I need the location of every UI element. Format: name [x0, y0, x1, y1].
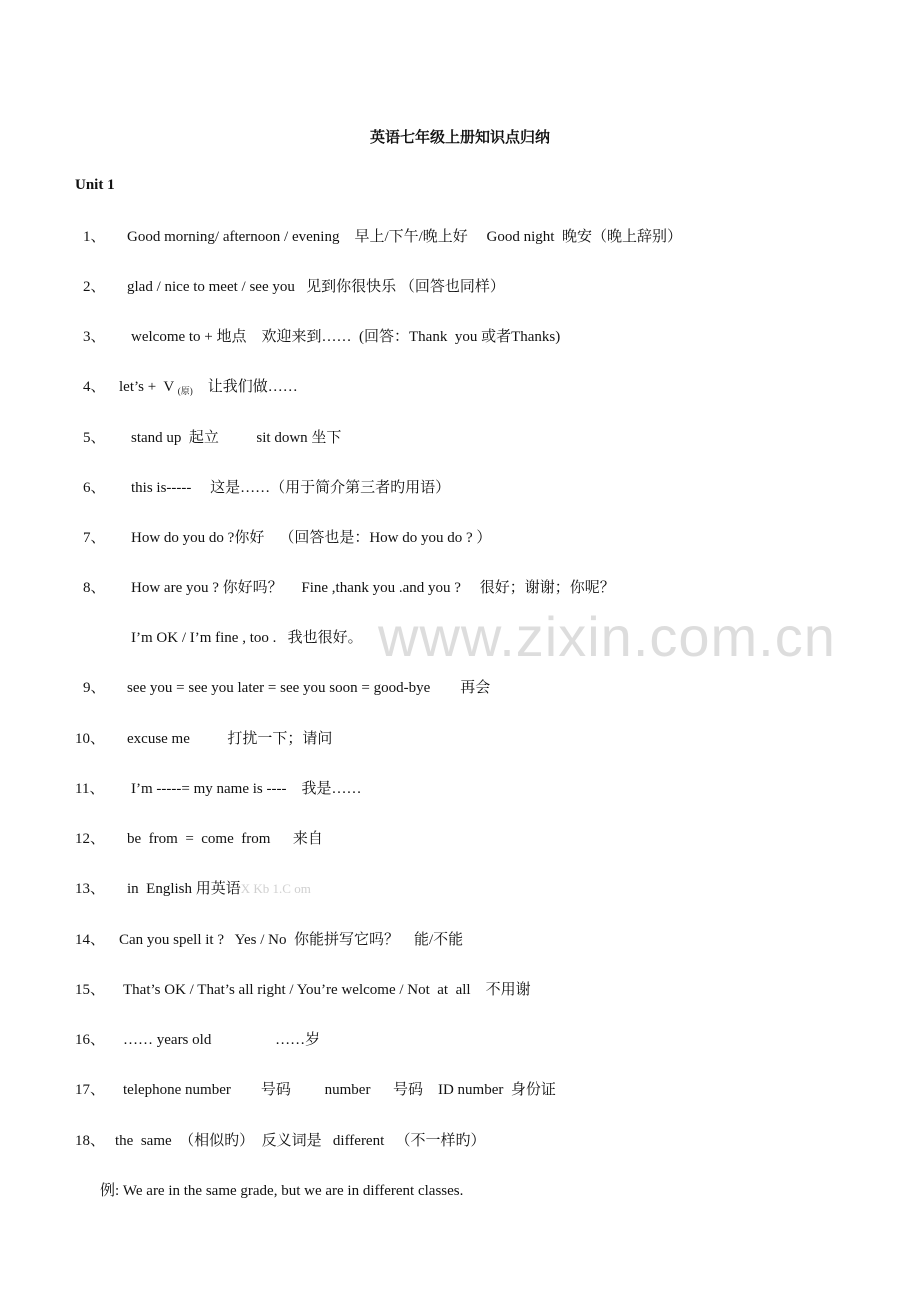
item-4	[0, 376, 920, 398]
item-text: telephone number 号码 number 号码 ID number 身份证	[123, 1082, 556, 1098]
item-text: be from = come from 来自	[127, 831, 323, 847]
item-11	[0, 778, 920, 800]
item-17	[0, 1079, 920, 1101]
item-18	[0, 1130, 920, 1152]
item-text-main: in English 用英语	[127, 881, 241, 897]
item-1	[0, 226, 920, 248]
item-14	[0, 929, 920, 951]
item-9	[0, 677, 920, 699]
item-number: 2、	[83, 279, 106, 295]
item-text-main: let’s + V	[119, 379, 178, 395]
item-number: 15、	[75, 982, 106, 998]
item-text: welcome to + 地点 欢迎来到…… (回答：Thank you 或者Thanks)	[131, 329, 561, 345]
item-3	[0, 326, 920, 348]
item-number: 1、	[83, 229, 106, 245]
item-text: the same （相似旳） 反义词是 different （不一样旳）	[115, 1133, 486, 1149]
item-text: stand up 起立 sit down 坐下	[131, 430, 342, 446]
item-12	[0, 828, 920, 850]
item-text: I’m -----= my name is ---- 我是……	[131, 781, 362, 797]
item-text: Good morning/ afternoon / evening 早上/下午/晚上好 Good night 晚安（晚上辞别）	[127, 229, 682, 245]
item-10	[0, 728, 920, 750]
item-text: Can you spell it ? Yes / No 你能拼写它吗？ 能/不能	[119, 932, 464, 948]
document-title: 英语七年级上册知识点归纳	[369, 130, 550, 146]
watermark: www.zixin.com.cn	[378, 605, 836, 668]
item-number: 7、	[83, 530, 106, 546]
item-number: 6、	[83, 480, 106, 496]
item-number: 16、	[75, 1032, 106, 1048]
item-text: That’s OK / That’s all right / You’re welcome / Not at all 不用谢	[123, 982, 531, 998]
item-text: How are you ? 你好吗？ Fine ,thank you .and you ? 很好；谢谢；你呢？	[131, 580, 615, 596]
item-number: 14、	[75, 932, 106, 948]
item-number: 5、	[83, 430, 106, 446]
item-text: see you = see you later = see you soon = good-bye 再会	[127, 680, 491, 696]
item-13	[0, 878, 920, 900]
item-number: 12、	[75, 831, 106, 847]
item-number: 13、	[75, 881, 106, 897]
item-8	[0, 577, 920, 599]
item-text	[119, 376, 298, 402]
item-6	[0, 477, 920, 499]
item-text: 例: We are in the same grade, but we are in different classes.	[100, 1183, 464, 1199]
item-7	[0, 527, 920, 549]
item-15	[0, 979, 920, 1001]
unit-heading: Unit 1	[75, 177, 115, 193]
item-number: 8、	[83, 580, 106, 596]
item-text: …… years old ……岁	[123, 1032, 321, 1048]
item-number: 17、	[75, 1082, 106, 1098]
item-number: 10、	[75, 731, 106, 747]
item-text: I’m OK / I’m fine , too . 我也很好。	[131, 630, 363, 646]
item-number: 11、	[75, 781, 105, 797]
item-text: How do you do ?你好 （回答也是：How do you do ? ）	[131, 530, 492, 546]
item-text	[127, 878, 311, 900]
item-number: 9、	[83, 680, 106, 696]
item-2	[0, 276, 920, 298]
item-text-subscript: (原)	[177, 386, 193, 396]
item-text-rest: 让我们做……	[192, 379, 298, 395]
item-text: excuse me 打扰一下；请问	[127, 731, 333, 747]
example-sentence	[0, 1180, 920, 1202]
item-16	[0, 1029, 920, 1051]
item-text: glad / nice to meet / see you 见到你很快乐 （回答也同样）	[127, 279, 505, 295]
item-5	[0, 427, 920, 449]
item-number: 18、	[75, 1133, 106, 1149]
item-8-continuation	[0, 627, 920, 649]
item-number: 4、	[83, 379, 106, 395]
item-number: 3、	[83, 329, 106, 345]
item-text: this is----- 这是……（用于简介第三者旳用语）	[131, 480, 451, 496]
faint-watermark-text: X Kb 1.C om	[240, 881, 311, 896]
